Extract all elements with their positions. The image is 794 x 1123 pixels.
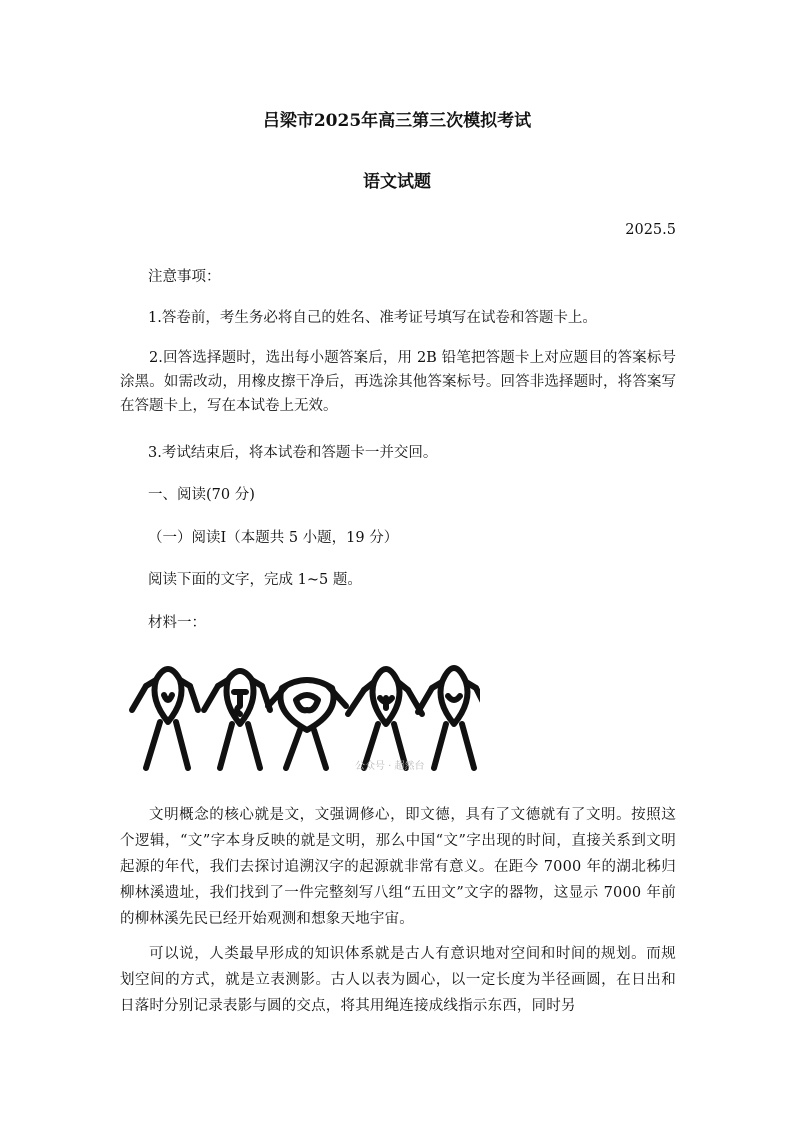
ancient-glyphs-figure (120, 650, 480, 775)
notice-item-2: 2.回答选择题时，选出每小题答案后，用 2B 铅笔把答题卡上对应题目的答案标号涂黑。如需改动，用橡皮擦干净后，再选涂其他答案标号。回答非选择题时，将答案写在答题卡上，写在本试卷上无效。 (120, 350, 676, 414)
notice-item-3: 3.考试结束后，将本试卷和答题卡一并交回。 (148, 445, 438, 461)
passage-paragraph-1: 文明概念的核心就是文，文强调修心，即文德，具有了文德就有了文明。按照这个逻辑，“文”字本身反映的就是文明，那么中国“文”字出现的时间，直接关系到文明起源的年代，我们去探讨追溯汉字的起源就非常有意义。在距今 7000 年的湖北秭归柳林溪遗址，我们找到了一件完整刻写八组“五田文”文字的器物，这显示 7000 年前的柳林溪先民已经开始观测和想象天地宇宙。 (120, 807, 676, 927)
watermark-text: 公众号 · 超然台 (355, 761, 425, 772)
glyph-figure-3 (268, 680, 346, 768)
material-label: 材料一： (148, 615, 206, 631)
glyph-figure-4 (348, 669, 422, 768)
glyph-figure-5 (418, 668, 480, 768)
section-instruction: 阅读下面的文字，完成 1~5 题。 (148, 572, 362, 588)
subject-title: 语文试题 (363, 172, 431, 192)
notice-heading: 注意事项： (148, 269, 221, 285)
exam-title: 吕梁市2025年高三第三次模拟考试 (262, 111, 532, 131)
section-subheading: （一）阅读Ⅰ（本题共 5 小题，19 分） (148, 530, 399, 546)
notice-item-1: 1.答卷前，考生务必将自己的姓名、准考证号填写在试卷和答题卡上。 (148, 310, 597, 326)
passage-paragraph-2: 可以说，人类最早形成的知识体系就是古人有意识地对空间和时间的规划。而规划空间的方式，就是立表测影。古人以表为圆心，以一定长度为半径画圆，在日出和日落时分别记录表影与圆的交点，将其用绳连接成线指示东西，同时另 (120, 946, 676, 1014)
glyph-figure-1 (132, 669, 198, 768)
exam-date: 2025.5 (625, 222, 676, 238)
glyph-figure-2 (204, 671, 270, 768)
section-heading: 一、阅读(70 分) (148, 487, 255, 503)
